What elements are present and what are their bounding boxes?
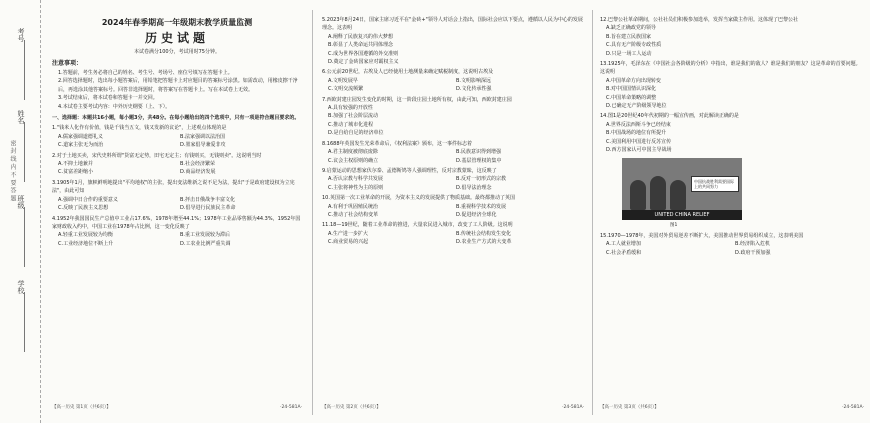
answer-option: C.工业经济地位不断上升 xyxy=(58,240,114,247)
answer-option: D.工农业比例严重失调 xyxy=(180,240,231,247)
question-options xyxy=(600,77,864,111)
question-options xyxy=(52,196,302,213)
answer-option: D.商品经济发展 xyxy=(180,169,216,176)
answer-option: D.基层管理权的集中 xyxy=(456,157,502,164)
question-stem: 11.18—19世纪，随着工业革命的推进，大量农民进入城市，改变了工人阶级。这说明 xyxy=(322,222,513,229)
footer-page: 【高一历史 第1页（共6页）】 xyxy=(52,404,111,410)
notice-heading: 注意事项： xyxy=(52,60,83,67)
answer-option: B.反对一切形式的宗教 xyxy=(456,176,507,183)
question-stem: 3.1905年1月，旗帜鲜明地提出"平均地权"的主张，提出变法维新之说不足为法，提出"于是政府建设权为立宪法"，由此可知 xyxy=(52,179,295,195)
answer-option: C.道家主张无为而治 xyxy=(58,142,104,149)
answer-option: A.不抑土地兼并 xyxy=(58,161,93,168)
question-stem: 9.启蒙运动的思想家伏尔泰、孟德斯鸠等人强调理性，反对宗教蒙昧，这反映了 xyxy=(322,167,497,174)
answer-option: B.抨击日俄战争丰富文化 xyxy=(180,196,236,203)
answer-option: C.主张将神性为主的原则 xyxy=(328,184,384,191)
answer-option: D.农业生产方式的大变革 xyxy=(456,239,512,246)
section-heading: 一、选择题：本题共16小题，每小题3分，共48分。在每小题给出的四个选项中，只有一项是符合题目要求的。 xyxy=(52,115,300,122)
answer-option: C.反映了民族主义思想 xyxy=(58,205,109,212)
answer-option: C.推动了社会结构变革 xyxy=(328,211,379,218)
question xyxy=(52,152,302,177)
answer-option: A.有利于巩固殖民统治 xyxy=(328,203,378,210)
question xyxy=(600,60,864,110)
question-stem: 6.公元前20世纪，古埃及人已经使用土地测量来确定赋税制度，这说明古埃及 xyxy=(322,69,494,76)
exam-meta: 本试卷满分100分，考试用时75分钟。 xyxy=(134,49,220,55)
question xyxy=(322,167,584,192)
answer-option: D.政府干预加强 xyxy=(735,249,771,256)
answer-option: B.传统社会结构发生变化 xyxy=(456,230,512,237)
poster-banner: UNITED CHINA RELIEF xyxy=(622,210,742,220)
answer-option: D.倡导法治理念 xyxy=(456,184,492,191)
question xyxy=(322,221,584,246)
notice-item: 3.考试结束后，将本试卷和答题卡一并交回。 xyxy=(58,95,158,102)
binding-margin xyxy=(0,0,41,423)
poster-figure xyxy=(650,176,666,210)
answer-option: D.倡导进行民族民主革命 xyxy=(180,205,236,212)
answer-option: C.议会主权原则的确立 xyxy=(328,157,379,164)
question xyxy=(600,112,864,154)
class-line xyxy=(24,207,25,267)
exam-no-label: 考号 xyxy=(17,28,25,42)
question-options xyxy=(322,148,584,165)
answer-option: D.只是一场工人运动 xyxy=(606,50,652,57)
question xyxy=(52,124,302,149)
answer-option: C.贫富差距缩小 xyxy=(58,169,94,176)
answer-option: A.生产进一步扩大 xyxy=(328,230,368,237)
question-stem: 7.西欧封建庄园发生变化的时期，这一阶段庄园土地所有权，由此可知，西欧封建庄园 xyxy=(322,96,512,103)
answer-option: D.西方国家认可中国主导战场 xyxy=(606,147,672,154)
answer-option: B.彰显了人类命运共同体理念 xyxy=(328,42,394,49)
footer-page: 【高一历史 第2页（共6页）】 xyxy=(322,404,381,410)
figure-label: 图1 xyxy=(670,222,678,228)
question xyxy=(322,140,584,165)
question-options xyxy=(600,121,864,155)
question-options xyxy=(322,104,584,138)
answer-option: B.法家强调以法治国 xyxy=(180,133,226,140)
poster-caption: 中国抗战胜利需要国际上的共同努力 xyxy=(691,176,739,192)
question-stem: 12.巴黎公社革命期间，公社社员们积极参加选举，发挥当家做主作用。这体现了巴黎公社 xyxy=(600,17,798,23)
question-options xyxy=(322,33,584,67)
question-options xyxy=(322,203,584,220)
answer-option: A.否认宗教与科学共发展 xyxy=(328,176,383,183)
answer-option: C.具有无产阶级专政性质 xyxy=(606,42,662,49)
question-stem: 10.英国第一次工业革命的开展，为资本主义的发展提供了物质基础。最终都推动了英国 xyxy=(322,195,515,202)
class-label: 班级 xyxy=(17,195,25,209)
answer-option: D.文化传承性强 xyxy=(456,86,492,93)
page-divider xyxy=(592,10,593,415)
notice-item: 4.本试卷主要考试内容：中外历史纲要（上、下）。 xyxy=(58,103,171,110)
footer-code: ·24-581A· xyxy=(562,404,584,410)
answer-option: C.商业贸易的兴起 xyxy=(328,239,369,246)
question-stem: 4.1952年我国国民生产总值中工业占17.6%，1978年增至44.1%；1978年工业品零售额为44.3%，1952年国家财政收入约中，中国工业在1978年占比例，这一变化反映了 xyxy=(52,215,301,230)
answer-option: B.经济陷入危机 xyxy=(735,241,771,248)
answer-option: A.中国革命方向出现转变 xyxy=(606,77,661,84)
question-options xyxy=(600,240,864,257)
question-options xyxy=(322,77,584,94)
question-stem: 2.对于土地买卖，宋代史料所谓"货富无定势，田宅无定主；有钱则买，无钱则卖"。这说明当时 xyxy=(52,152,262,159)
question-stem: 1."钱米人化作有价值，钱是千钱当五文，钱又发新的议论"，上述观点体现的是 xyxy=(52,125,227,132)
question-stem: 5.2023年8月24日，国家主席习近平在"金砖+"领导人对话会上指出，国际社会应以下要点，遵循以人民为中心的发展理念。这表明 xyxy=(322,17,583,32)
answer-option: A.阐释了民族复兴的伟大梦想 xyxy=(328,33,393,40)
notice-item: 1.答题前，考生务必将自己的姓名、考生号、考场号、座位号填写在答题卡上。 xyxy=(58,70,233,76)
question xyxy=(52,179,302,213)
answer-option: A.文明发展早 xyxy=(328,77,358,84)
seal-notice: 密 封 线 内 不 要 答 题 xyxy=(9,140,16,202)
answer-option: C.社会矛盾缓和 xyxy=(606,249,642,256)
footer-page: 【高一历史 第3页（共6页）】 xyxy=(600,404,659,410)
answer-option: A.强调中日合作的重要意义 xyxy=(58,196,118,203)
answer-option: C.文明交流频繁 xyxy=(328,86,364,93)
footer-code: ·24-581A· xyxy=(842,404,864,410)
question-stem: 8.1688年英国发生光荣革命后，《权利法案》颁布，这一事件标志着 xyxy=(322,140,472,147)
notice-item: 2.回答选择题时，选出每小题答案后，用铅笔把答题卡上对应题目的答案标号涂黑。如需改动，用橡皮擦干净后，再选涂其他答案标号。回答非选择题时，将答案写在答题卡上。写在本试卷上无效。 xyxy=(58,78,298,93)
answer-option: D.奠定了金砖国家应对霸权主义 xyxy=(328,59,399,66)
question-options xyxy=(322,230,584,247)
page-footer xyxy=(322,404,584,412)
answer-option: D.墨家倡导兼爱非攻 xyxy=(180,142,226,149)
question-options xyxy=(52,231,302,248)
answer-option: B.旨在建立民族国家 xyxy=(606,33,652,40)
page-divider xyxy=(312,10,313,415)
school-label: 学校 xyxy=(17,280,25,294)
exam-page-3 xyxy=(600,14,864,414)
question-stem: 13.1925年，毛泽东在《中国社会各阶级的分析》中指出，谁是我们的敌人？谁是我们的朋友？这是革命的首要问题。这说明 xyxy=(600,61,861,76)
poster-figure xyxy=(670,180,686,210)
question-options xyxy=(52,160,302,177)
answer-option: A.具有较强的开放性 xyxy=(328,105,373,112)
page-footer xyxy=(52,404,302,412)
question xyxy=(600,16,864,58)
exam-title: 2024年春季期高一年级期末教学质量监测 xyxy=(101,18,253,27)
propaganda-poster-image xyxy=(622,158,742,220)
question xyxy=(52,215,302,249)
question xyxy=(600,232,864,257)
answer-option: C.中国革命策略的调整 xyxy=(606,94,657,101)
question-options xyxy=(52,133,302,150)
answer-option: A.君主制度被彻底废除 xyxy=(328,149,378,156)
question-options xyxy=(600,24,864,58)
answer-option: B.加强了社会阶层流动 xyxy=(328,113,379,120)
page-footer xyxy=(600,404,864,412)
question xyxy=(322,68,584,93)
answer-option: B.中国战场的地位有所提升 xyxy=(606,130,667,137)
name-line xyxy=(24,122,25,182)
answer-option: A.世界反法西斯斗争已经结束 xyxy=(606,121,671,128)
question-stem: 15.1970—1978年，美国对外贸易逆差不断扩大，美国推动世界贸易组织成立，这表明美国 xyxy=(600,232,804,239)
answer-option: B.社会经济繁荣 xyxy=(180,161,216,168)
question xyxy=(322,194,584,219)
answer-option: B.文明影响深远 xyxy=(456,77,492,84)
exam-subject: 历史试题 xyxy=(144,31,209,45)
exam-no-line xyxy=(24,40,25,100)
question-stem: 14.图1是20世纪40年代初期的一幅宣传画，对此解读正确的是 xyxy=(600,113,739,120)
answer-option: C.推动了城市化进程 xyxy=(328,121,374,128)
answer-option: A.儒家强调道德礼义 xyxy=(58,133,103,140)
answer-option: A.工人就业增加 xyxy=(606,241,641,248)
poster-figure xyxy=(630,180,646,210)
question xyxy=(322,96,584,138)
exam-page-1 xyxy=(52,14,302,414)
school-line xyxy=(24,292,25,352)
question xyxy=(322,16,584,66)
answer-option: B.民族意识得到增强 xyxy=(456,149,502,156)
answer-option: A.轻重工业发展较为均衡 xyxy=(58,232,113,239)
answer-option: B.重工业发展较为滞后 xyxy=(180,232,231,239)
answer-option: B.重视科学技术的发展 xyxy=(456,203,507,210)
answer-option: D.促进经济全球化 xyxy=(456,211,497,218)
footer-code: ·24-581A· xyxy=(280,404,302,410)
answer-option: D.已确定无产阶级领导地位 xyxy=(606,103,667,110)
answer-option: C.美国利用中国进行反苏宣传 xyxy=(606,138,672,145)
answer-option: B.对中国国情认识深化 xyxy=(606,86,657,93)
notice-block xyxy=(52,59,302,111)
question-options xyxy=(322,175,584,192)
answer-option: D.是自给自足的经济单位 xyxy=(328,130,384,137)
exam-page-2 xyxy=(322,14,584,414)
answer-option: C.成为世界各国遵循的外交准则 xyxy=(328,50,399,57)
answer-option: A.缺乏正确政党的领导 xyxy=(606,25,656,32)
name-label: 姓名 xyxy=(17,110,25,124)
